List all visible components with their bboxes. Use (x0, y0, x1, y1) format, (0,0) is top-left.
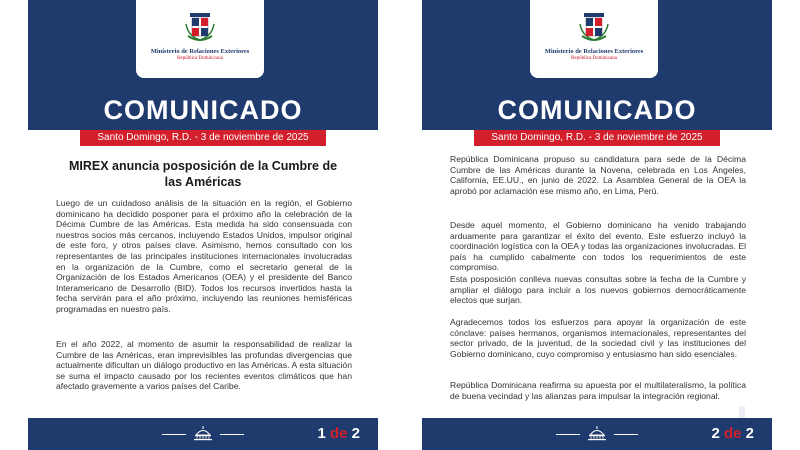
dome-icon (191, 425, 215, 441)
ministry-logo (530, 0, 658, 78)
page-2 (422, 0, 772, 450)
footer-rule (162, 434, 186, 435)
footer-rule (556, 434, 580, 435)
footer-band (422, 418, 772, 450)
paragraph: República Dominicana propuso su candidatura para sede de la Décima Cumbre de las Américas durante la Novena, celebrada en Los Ángeles, California, EE.UU., en junio de 2022. La Asamblea General de la OEA la aprobó por aclamación ese mismo año, en Lima, Perú. (450, 154, 746, 196)
coat-of-arms-icon (576, 10, 612, 46)
paragraph: Esta posposición conlleva nuevas consultas sobre la fecha de la Cumbre y ampliar el diálogo para incluir a los nuevos gobiernos democráticamente electos que surjan. (450, 274, 746, 306)
page-1 (28, 0, 378, 450)
page-heading: COMUNICADO (497, 95, 697, 125)
ministry-logo (136, 0, 264, 78)
page-separator: de (329, 425, 348, 442)
page-number (711, 425, 754, 442)
ministry-name: Ministerio de Relaciones Exteriores (544, 48, 644, 55)
page-current: 2 (711, 425, 720, 442)
ministry-name: Ministerio de Relaciones Exteriores (150, 48, 250, 55)
page-body (422, 146, 772, 418)
page-current: 1 (317, 425, 326, 442)
page-separator: de (723, 425, 742, 442)
footer-rule (614, 434, 638, 435)
paragraph: Agradecemos todos los esfuerzos para apoyar la organización de este cónclave: países hermanos, organismos internacionales, representantes del sector privado, de la juventud, de la sociedad civil y las instituciones del Gobierno dominicano, cuyo compromiso y entusiasmo han sido esenciales. (450, 317, 746, 359)
paragraph: Luego de un cuidadoso análisis de la situación en la región, el Gobierno dominicano ha decidido posponer para el próximo año la celebración de la Décima Cumbre de las Américas. Esta medida ha sido consensuada con nuestros socios más cercanos, incluyendo Estados Unidos, impulsor original de este foro, y otros países clave. Asimismo, hemos consultado con los representantes de las principales instituciones internacionales involucradas en la organización de la Cumbre, como el secretario general de la Organización de los Estados Americanos (OEA) y el presidente del Banco Interamericano de Desarrollo (BID). Todos los recursos invertidos hasta la fecha servirán para el año próximo, incluyendo las reuniones hemisféricas programadas en nuestro país. (56, 198, 352, 314)
page-body (28, 146, 378, 418)
dateline: Santo Domingo, R.D. - 3 de noviembre de 2025 (474, 130, 720, 146)
footer-band (28, 418, 378, 450)
footer-rule (220, 434, 244, 435)
country-name: República Dominicana (571, 56, 617, 61)
country-name: República Dominicana (177, 56, 223, 61)
paragraph: Desde aquel momento, el Gobierno dominicano ha venido trabajando arduamente para garantizar el éxito del evento. Este esfuerzo incluyó la coordinación logística con la OEA y todas las organizaciones involucradas. El país ha cumplido cabalmente con todos los requerimientos de este compromiso. (450, 220, 746, 273)
communique-title: MIREX anuncia posposición de la Cumbre de las Américas (68, 159, 338, 189)
paragraph: En el año 2022, al momento de asumir la responsabilidad de realizar la Cumbre de las Américas, eran imprevisibles las profundas divergencias que actualmente dificultan un diálogo productivo en las Américas. A esta situación se suma el impacto causado por los recientes eventos climáticos que han afectado gravemente a varios países del Caribe. (56, 339, 352, 392)
dome-icon (585, 425, 609, 441)
page-heading: COMUNICADO (103, 95, 303, 125)
page-number (317, 425, 360, 442)
page-total: 2 (351, 425, 360, 442)
coat-of-arms-icon (182, 10, 218, 46)
page-total: 2 (745, 425, 754, 442)
dateline: Santo Domingo, R.D. - 3 de noviembre de 2025 (80, 130, 326, 146)
paragraph: República Dominicana reafirma su apuesta por el multilateralismo, la política de buena vecindad y las alianzas para impulsar la integración regional. (450, 380, 746, 401)
